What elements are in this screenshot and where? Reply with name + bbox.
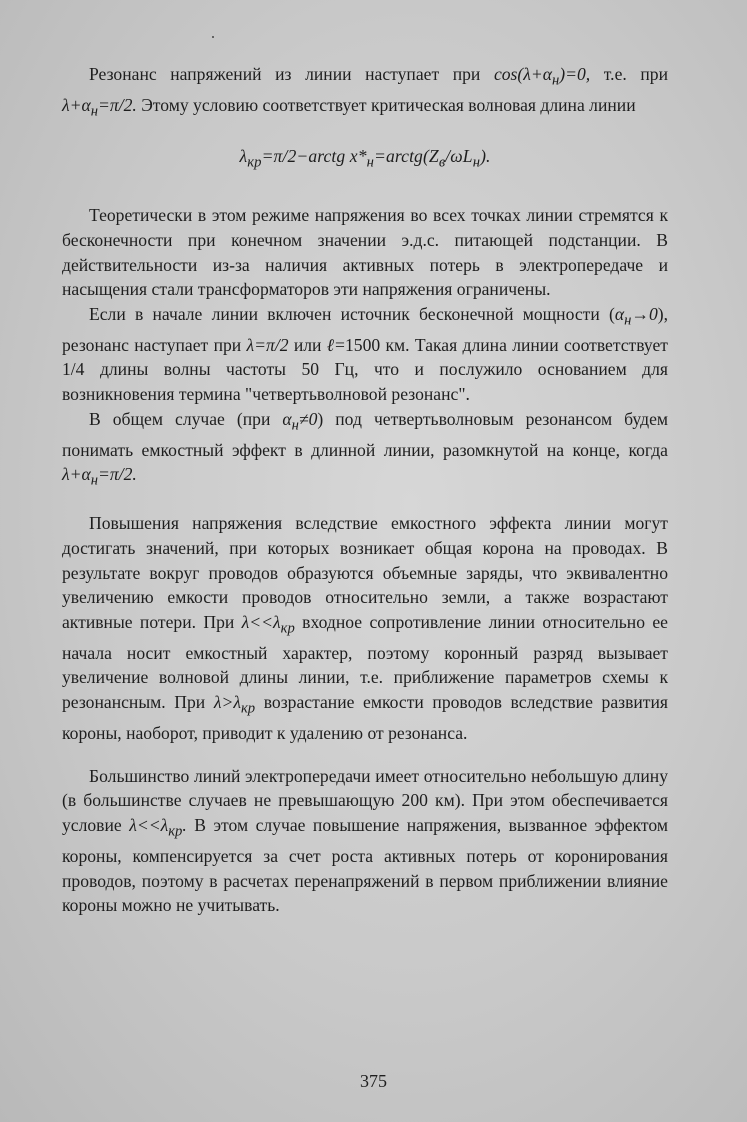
page-content (62, 62, 668, 918)
math-length-symbol: ℓ (326, 334, 336, 355)
math-sum-condition-2: $\lambda+\alpha_н=\pi/2$. (62, 464, 137, 489)
page-number: 375 (360, 1071, 387, 1091)
math-lambda-greater: $\lambda>\lambda_{кр}$ (213, 692, 256, 717)
paragraph-resonance-condition: Резонанс напряжений из линии наступает при $\cos(\lambda+\alpha_н)=0$, т.е. при $\lambda+\alpha_н=\pi/2$. Этому условию соответствует критическая волновая длина линии (62, 64, 669, 120)
math-alpha-nonzero: $\alpha_н\ne 0$ (282, 408, 318, 434)
math-lambda-much-less-2: $\lambda<<\lambda_{кр}$. (129, 814, 187, 840)
paragraph-corona-effect: Повышения напряжения вследствие емкостного эффекта линии могут достигать значений, при которых возникает общая корона на проводах. В результате вокруг проводов образуются объемные заряды, что эквивалентно увеличению емкости проводов относительно земли, а также возрастают активные потери. При $\lambda<<\lambda_{кр}$ входное сопротивление линии относительно ее начала носит емкостный характер, поэтому коронный разряд вызывает увеличение волновой длины линии, т.е. приближение параметров схемы к резонансным. При $\lambda>\lambda_{кр}$ возрастание емкости проводов вследствие развития короны, наоборот, приводит к удалению от резонанса. (62, 513, 668, 744)
scan-speck (212, 36, 214, 38)
paragraph-infinite-source: Если в начале линии включен источник бесконечной мощности $(\alpha_н\to 0)$, резонанс наступает при λ=π/2 или ℓ=1500 км. Такая длина линии соответствует 1/4 длины волны частоты 50 Гц, что и послужило основанием для возникновения термина "четвертьволновой резонанс". (62, 303, 668, 404)
math-cos-condition: $\cos(\lambda+\alpha_н)=0$, (493, 64, 591, 89)
paragraph-theoretical: Теоретически в этом режиме напряжения во всех точках линии стремятся к бесконечности при конечном значении э.д.с. питающей подстанции. В действительности из-за наличия активных потерь в электропередаче и насыщения стали трансформаторов эти напряжения ограничены. (62, 205, 668, 300)
math-alpha-to-zero: $\alpha_н\to 0$ (614, 303, 658, 329)
paragraph-general-case: В общем случае (при $\alpha_н\ne 0$) под четвертьволновым резонансом будем понимать емкостный эффект в длинной линии, разомкнутой на конце, когда $\lambda+\alpha_н=\pi/2$. (62, 408, 669, 489)
paragraph-short-lines: Большинство линий электропередачи имеет относительно небольшую длину (в большинстве случаев не превышающую 200 км). При этом обеспечивается условие $\lambda<<\lambda_{кр}$. В этом случае повышение напряжения, вызванное эффектом короны, компенсируется за счет роста активных потерь от коронирования проводов, поэтому в расчетах перенапряжений в первом приближении влияние короны можно не учитывать. (62, 765, 668, 916)
formula-critical-length: $\lambda_{кр}=\pi/2-arctg$ $x*_н=arctg(Z_в/\omega L_н)$. (239, 146, 491, 171)
math-lambda-much-less: $\lambda<<\lambda_{кр}$ (241, 611, 295, 637)
math-lambda-half-pi: λ=π/2 (246, 334, 289, 355)
math-sum-condition: $\lambda+\alpha_н=\pi/2$. (62, 95, 137, 120)
